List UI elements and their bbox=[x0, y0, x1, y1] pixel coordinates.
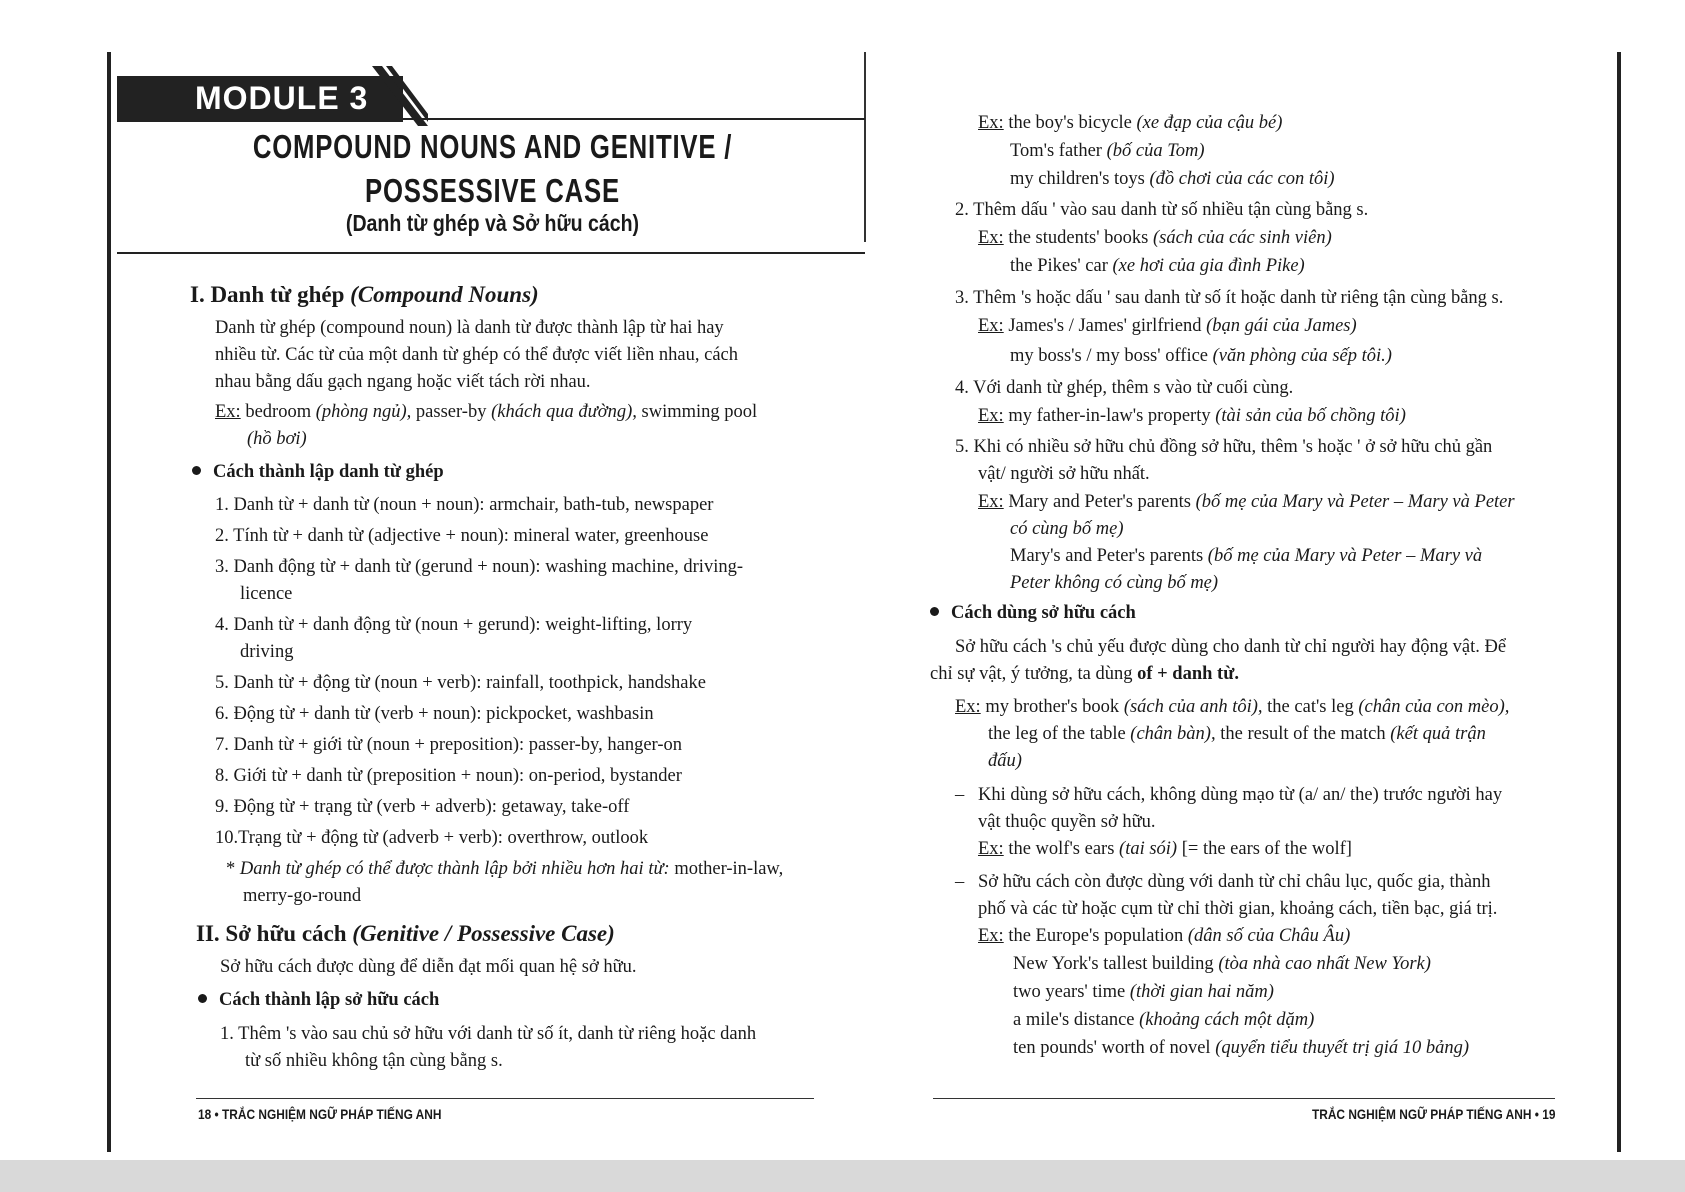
example-line: ten pounds' worth of novel (quyển tiểu thuyết trị giá 10 bảng) bbox=[1013, 1038, 1469, 1058]
module-label: MODULE 3 bbox=[195, 80, 369, 116]
paragraph-line: Sở hữu cách được dùng để diễn đạt mối quan hệ sở hữu. bbox=[220, 957, 637, 977]
example-line: my boss's / my boss' office (văn phòng của sếp tôi.) bbox=[1010, 346, 1392, 366]
scan-edge-right bbox=[1617, 52, 1621, 1152]
list-item: 8. Giới từ + danh từ (preposition + noun): on-period, bystander bbox=[215, 766, 682, 786]
bullet-icon bbox=[930, 607, 939, 616]
possessive-formation-heading: Cách thành lập sở hữu cách bbox=[198, 990, 439, 1011]
list-item: driving bbox=[240, 642, 294, 662]
example-line: Ex: the students' books (sách của các sinh viên) bbox=[978, 228, 1332, 248]
list-item: phố và các từ hoặc cụm từ chỉ thời gian, khoảng cách, tiền bạc, giá trị. bbox=[978, 899, 1498, 919]
bullet-icon bbox=[192, 466, 201, 475]
list-item: từ số nhiều không tận cùng bằng s. bbox=[245, 1051, 503, 1071]
paragraph-line: Sở hữu cách 's chủ yếu được dùng cho danh từ chỉ người hay động vật. Để bbox=[955, 637, 1507, 657]
list-item: 7. Danh từ + giới từ (noun + preposition): passer-by, hanger-on bbox=[215, 735, 682, 755]
scan-bottom-border bbox=[0, 1160, 1685, 1192]
footer-rule bbox=[933, 1098, 1555, 1099]
module-slash-decoration bbox=[372, 66, 428, 126]
example-line: Ex: the Europe's population (dân số của Châu Âu) bbox=[978, 926, 1351, 946]
list-item: 6. Động từ + danh từ (verb + noun): pickpocket, washbasin bbox=[215, 704, 654, 724]
scan-edge-left bbox=[107, 52, 111, 1152]
example-line: the Pikes' car (xe hơi của gia đình Pike) bbox=[1010, 256, 1305, 276]
usage-heading: Cách dùng sở hữu cách bbox=[930, 603, 1136, 624]
paragraph-line: nhau bằng dấu gạch ngang hoặc viết tách rời nhau. bbox=[215, 372, 591, 392]
example-line: Ex: my brother's book (sách của anh tôi), the cat's leg (chân của con mèo), bbox=[955, 697, 1510, 717]
list-item: Sở hữu cách còn được dùng với danh từ chỉ châu lục, quốc gia, thành bbox=[978, 872, 1491, 892]
example-line: the leg of the table (chân bàn), the result of the match (kết quả trận bbox=[988, 724, 1486, 744]
example-line: Ex: James's / James' girlfriend (bạn gái của James) bbox=[978, 316, 1357, 336]
list-item: vật thuộc quyền sở hữu. bbox=[978, 812, 1156, 832]
list-item: Khi dùng sở hữu cách, không dùng mạo từ (a/ an/ the) trước người hay bbox=[978, 785, 1503, 805]
example-line: có cùng bố mẹ) bbox=[1010, 519, 1124, 539]
example-line: two years' time (thời gian hai năm) bbox=[1013, 982, 1274, 1002]
list-item: vật/ người sở hữu nhất. bbox=[978, 464, 1150, 484]
formation-heading: Cách thành lập danh từ ghép bbox=[192, 462, 444, 483]
list-item: 4. Với danh từ ghép, thêm s vào từ cuối cùng. bbox=[955, 378, 1294, 398]
list-item: 5. Khi có nhiều sở hữu chủ đồng sở hữu, thêm 's hoặc ' ở sở hữu chủ gần bbox=[955, 437, 1493, 457]
section-2-heading: II. Sở hữu cách (Genitive / Possessive Case) bbox=[196, 921, 615, 946]
example-line: Ex: the wolf's ears (tai sói) [= the ears of the wolf] bbox=[978, 839, 1352, 859]
list-item: 5. Danh từ + động từ (noun + verb): rainfall, toothpick, handshake bbox=[215, 673, 706, 693]
bullet-icon bbox=[198, 994, 207, 1003]
list-item: licence bbox=[240, 584, 293, 604]
example-line: (hồ bơi) bbox=[247, 429, 307, 449]
page-footer: TRẮC NGHIỆM NGỮ PHÁP TIẾNG ANH • 19 bbox=[1311, 1106, 1555, 1122]
list-item: 9. Động từ + trạng từ (verb + adverb): getaway, take-off bbox=[215, 797, 630, 817]
example-line: Ex: the boy's bicycle (xe đạp của cậu bé) bbox=[978, 113, 1283, 133]
example-line: New York's tallest building (tòa nhà cao nhất New York) bbox=[1013, 954, 1431, 974]
example-line: Mary's and Peter's parents (bố mẹ của Mary và Peter – Mary và bbox=[1010, 546, 1483, 566]
note-line: merry-go-round bbox=[243, 886, 362, 906]
dash-item: – bbox=[955, 872, 965, 892]
example-line: Peter không có cùng bố mẹ) bbox=[1010, 573, 1219, 593]
list-item: 4. Danh từ + danh động từ (noun + gerund): weight-lifting, lorry bbox=[215, 615, 693, 635]
example-line: a mile's distance (khoảng cách một dặm) bbox=[1013, 1010, 1315, 1030]
list-item: 2. Thêm dấu ' vào sau danh từ số nhiều tận cùng bằng s. bbox=[955, 200, 1369, 220]
section-1-heading: I. Danh từ ghép (Compound Nouns) bbox=[190, 282, 539, 307]
example-line: Ex: bedroom (phòng ngủ), passer-by (khách qua đường), swimming pool bbox=[215, 402, 758, 422]
paragraph-line: Danh từ ghép (compound noun) là danh từ được thành lập từ hai hay bbox=[215, 318, 724, 338]
list-item: 2. Tính từ + danh từ (adjective + noun): mineral water, greenhouse bbox=[215, 526, 709, 546]
chapter-title-line1: COMPOUND NOUNS AND GENITIVE / bbox=[252, 128, 733, 165]
list-item: 3. Danh động từ + danh từ (gerund + noun): washing machine, driving- bbox=[215, 557, 743, 577]
page-footer: 18 • TRẮC NGHIỆM NGỮ PHÁP TIẾNG ANH bbox=[198, 1106, 442, 1122]
dash-item: – bbox=[955, 785, 965, 805]
list-item: 10.Trạng từ + động từ (adverb + verb): overthrow, outlook bbox=[215, 828, 649, 848]
example-line: Tom's father (bố của Tom) bbox=[1010, 141, 1205, 161]
example-line: Ex: my father-in-law's property (tài sản của bố chồng tôi) bbox=[978, 406, 1406, 426]
list-item: 1. Thêm 's vào sau chủ sở hữu với danh từ số ít, danh từ riêng hoặc danh bbox=[220, 1024, 757, 1044]
note-line: * Danh từ ghép có thể được thành lập bởi nhiều hơn hai từ: mother-in-law, bbox=[226, 859, 784, 879]
chapter-subtitle: (Danh từ ghép và Sở hữu cách) bbox=[345, 210, 640, 236]
paragraph-line: nhiều từ. Các từ của một danh từ ghép có thể được viết liền nhau, cách bbox=[215, 345, 739, 365]
example-line: my children's toys (đồ chơi của các con tôi) bbox=[1010, 169, 1335, 189]
list-item: 1. Danh từ + danh từ (noun + noun): armchair, bath-tub, newspaper bbox=[215, 495, 714, 515]
example-line: Ex: Mary and Peter's parents (bố mẹ của Mary và Peter – Mary và Peter bbox=[978, 492, 1515, 512]
example-line: đấu) bbox=[988, 751, 1022, 771]
chapter-title-line2: POSSESSIVE CASE bbox=[365, 172, 620, 209]
paragraph-line: chỉ sự vật, ý tưởng, ta dùng of + danh từ. bbox=[930, 664, 1239, 684]
list-item: 3. Thêm 's hoặc dấu ' sau danh từ số ít hoặc danh từ riêng tận cùng bằng s. bbox=[955, 288, 1504, 308]
footer-rule bbox=[196, 1098, 814, 1099]
